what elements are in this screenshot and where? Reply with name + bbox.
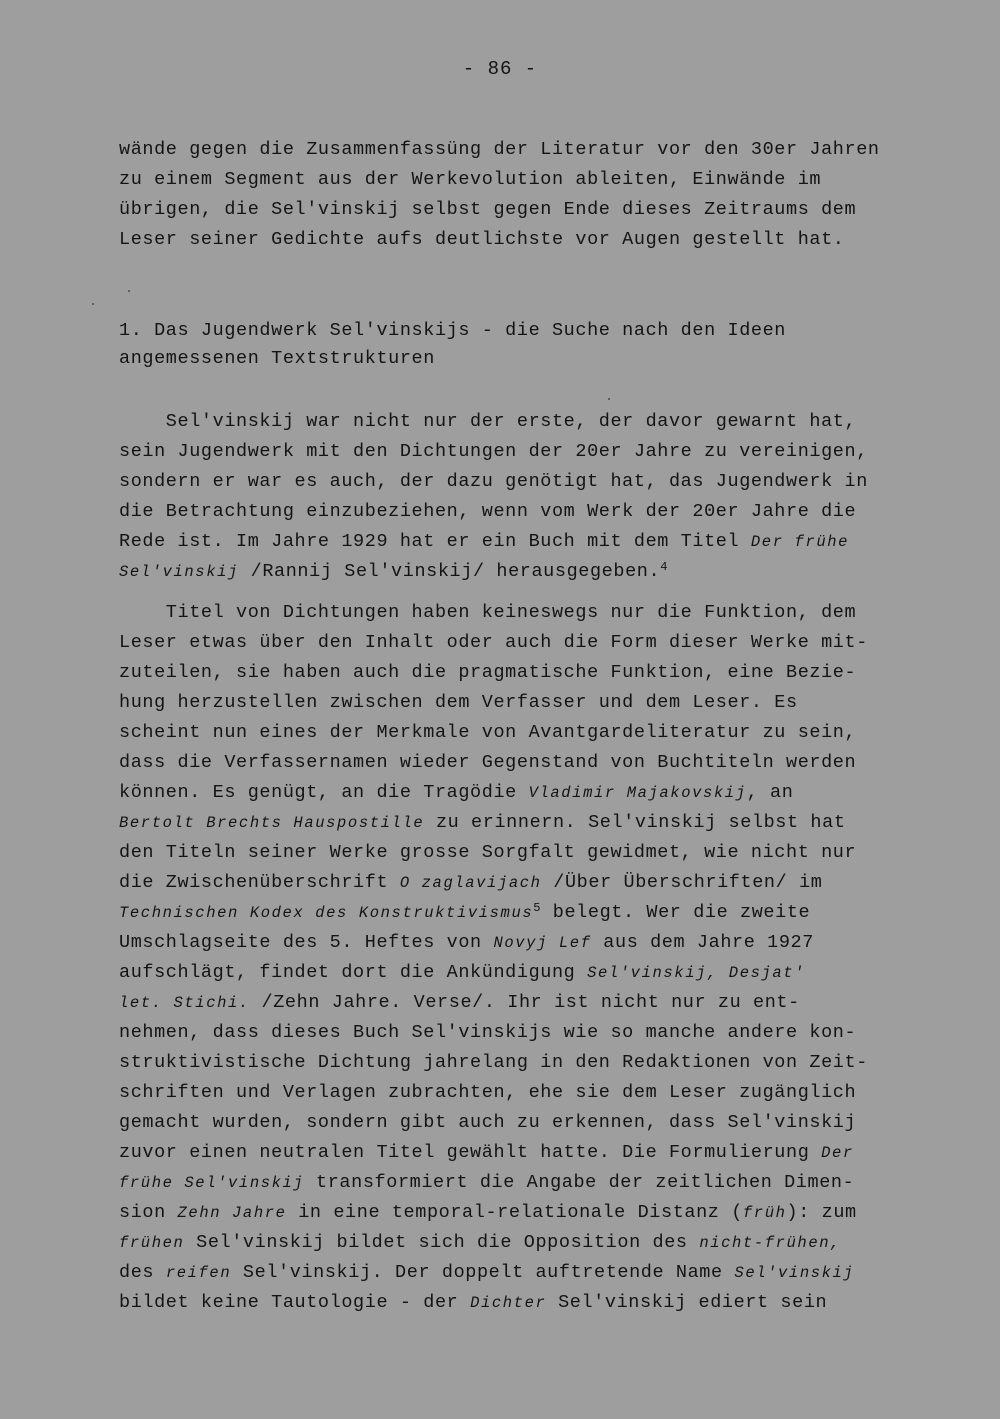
text-line: die Zwischenüberschrift O zaglavijach /Über Überschriften/ im	[119, 872, 823, 893]
italic-title: Sel'vinskij, Desjat'	[587, 964, 806, 982]
italic-title: Novyj Lef	[493, 934, 592, 952]
text-line: sion Zehn Jahre in eine temporal-relationale Distanz (früh): zum	[119, 1202, 857, 1223]
text-line: scheint nun eines der Merkmale von Avantgardeliteratur zu sein,	[119, 722, 857, 743]
italic-word: Dichter	[470, 1294, 547, 1312]
section-heading: angemessenen Textstrukturen	[119, 348, 435, 369]
section-heading: 1. Das Jugendwerk Sel'vinskijs - die Suche nach den Ideen	[119, 320, 787, 341]
italic-word: nicht-frühen,	[699, 1234, 842, 1252]
text-line: zuvor einen neutralen Titel gewählt hatte. Die Formulierung Der	[119, 1142, 854, 1163]
text-line: Leser etwas über den Inhalt oder auch die Form dieser Werke mit-	[119, 632, 868, 653]
italic-title: Technischen Kodex des Konstruktivismus	[119, 904, 534, 922]
text-line: des reifen Sel'vinskij. Der doppelt auftretende Name Sel'vinskij	[119, 1262, 855, 1283]
text-line: dass die Verfassernamen wieder Gegenstand von Buchtiteln werden	[119, 752, 857, 773]
page-number: - 86 -	[462, 58, 538, 80]
text-line: Sel'vinskij war nicht nur der erste, der davor gewarnt hat,	[119, 411, 857, 432]
scan-speck	[608, 398, 610, 400]
text-line: den Titeln seiner Werke grosse Sorgfalt gewidmet, wie nicht nur	[119, 842, 857, 863]
footnote-ref: 5	[533, 901, 542, 915]
italic-word: frühen	[119, 1234, 185, 1252]
text-line: schriften und Verlagen zubrachten, ehe sie dem Leser zugänglich	[119, 1082, 857, 1103]
text-line: bildet keine Tautologie - der Dichter Sel'vinskij ediert sein	[119, 1292, 828, 1313]
text-line: übrigen, die Sel'vinskij selbst gegen Ende dieses Zeitraums dem	[119, 199, 857, 220]
text-line: wände gegen die Zusammenfassüng der Literatur vor den 30er Jahren	[119, 139, 880, 160]
text-line: nehmen, dass dieses Buch Sel'vinskijs wie so manche andere kon-	[119, 1022, 857, 1043]
text-line: Sel'vinskij /Rannij Sel'vinskij/ herausgegeben.$^4$	[119, 560, 668, 582]
text-line: zuteilen, sie haben auch die pragmatische Funktion, eine Bezie-	[119, 662, 857, 683]
text-line: die Betrachtung einzubeziehen, wenn vom Werk der 20er Jahre die	[119, 501, 857, 522]
text-line: Titel von Dichtungen haben keineswegs nur die Funktion, dem	[119, 602, 857, 623]
italic-title: frühe Sel'vinskij	[119, 1174, 305, 1192]
italic-word: früh	[742, 1204, 787, 1222]
italic-title: let. Stichi.	[119, 994, 250, 1012]
text-line: aufschlägt, findet dort die Ankündigung Sel'vinskij, Desjat'	[119, 962, 806, 983]
italic-title: Sel'vinskij	[119, 563, 239, 581]
text-line: Technischen Kodex des Konstruktivismus$^5$ belegt. Wer die zweite	[119, 901, 811, 923]
scan-speck	[92, 303, 94, 305]
text-line: gemacht wurden, sondern gibt auch zu erkennen, dass Sel'vinskij	[119, 1112, 857, 1133]
text-line: hung herzustellen zwischen dem Verfasser und dem Leser. Es	[119, 692, 798, 713]
text-line: frühe Sel'vinskij transformiert die Angabe der zeitlichen Dimen-	[119, 1172, 855, 1193]
italic-word: reifen	[165, 1264, 232, 1282]
text-line: sein Jugendwerk mit den Dichtungen der 20er Jahre zu vereinigen,	[119, 441, 868, 462]
italic-title: Der	[821, 1144, 854, 1162]
text-line: zu einem Segment aus der Werkevolution ableiten, Einwände im	[119, 169, 822, 190]
italic-title: Bertolt Brechts Hauspostille	[119, 814, 425, 832]
text-line: let. Stichi. /Zehn Jahre. Verse/. Ihr ist nicht nur zu ent-	[119, 992, 800, 1013]
text-line: struktivistische Dichtung jahrelang in den Redaktionen von Zeit-	[119, 1052, 868, 1073]
text-line: Bertolt Brechts Hauspostille zu erinnern. Sel'vinskij selbst hat	[119, 812, 846, 833]
italic-word: Sel'vinskij	[734, 1264, 855, 1282]
italic-title: O zaglavijach	[399, 874, 542, 892]
footnote-ref: 4	[660, 560, 668, 574]
text-line: frühen Sel'vinskij bildet sich die Opposition des nicht-frühen,	[119, 1232, 842, 1253]
text-line: Umschlagseite des 5. Heftes von Novyj Lef aus dem Jahre 1927	[119, 932, 814, 953]
italic-title: Der frühe	[750, 533, 850, 551]
text-line: Rede ist. Im Jahre 1929 hat er ein Buch mit dem Titel Der frühe	[119, 531, 850, 552]
scan-speck	[128, 290, 130, 292]
text-line: sondern er war es auch, der dazu genötigt hat, das Jugendwerk in	[119, 471, 868, 492]
text-line: können. Es genügt, an die Tragödie Vladimir Majakovskij, an	[119, 782, 794, 803]
italic-title: Vladimir Majakovskij	[528, 784, 747, 802]
italic-title: Zehn Jahre	[177, 1204, 287, 1222]
text-line: Leser seiner Gedichte aufs deutlichste vor Augen gestellt hat.	[119, 229, 845, 250]
